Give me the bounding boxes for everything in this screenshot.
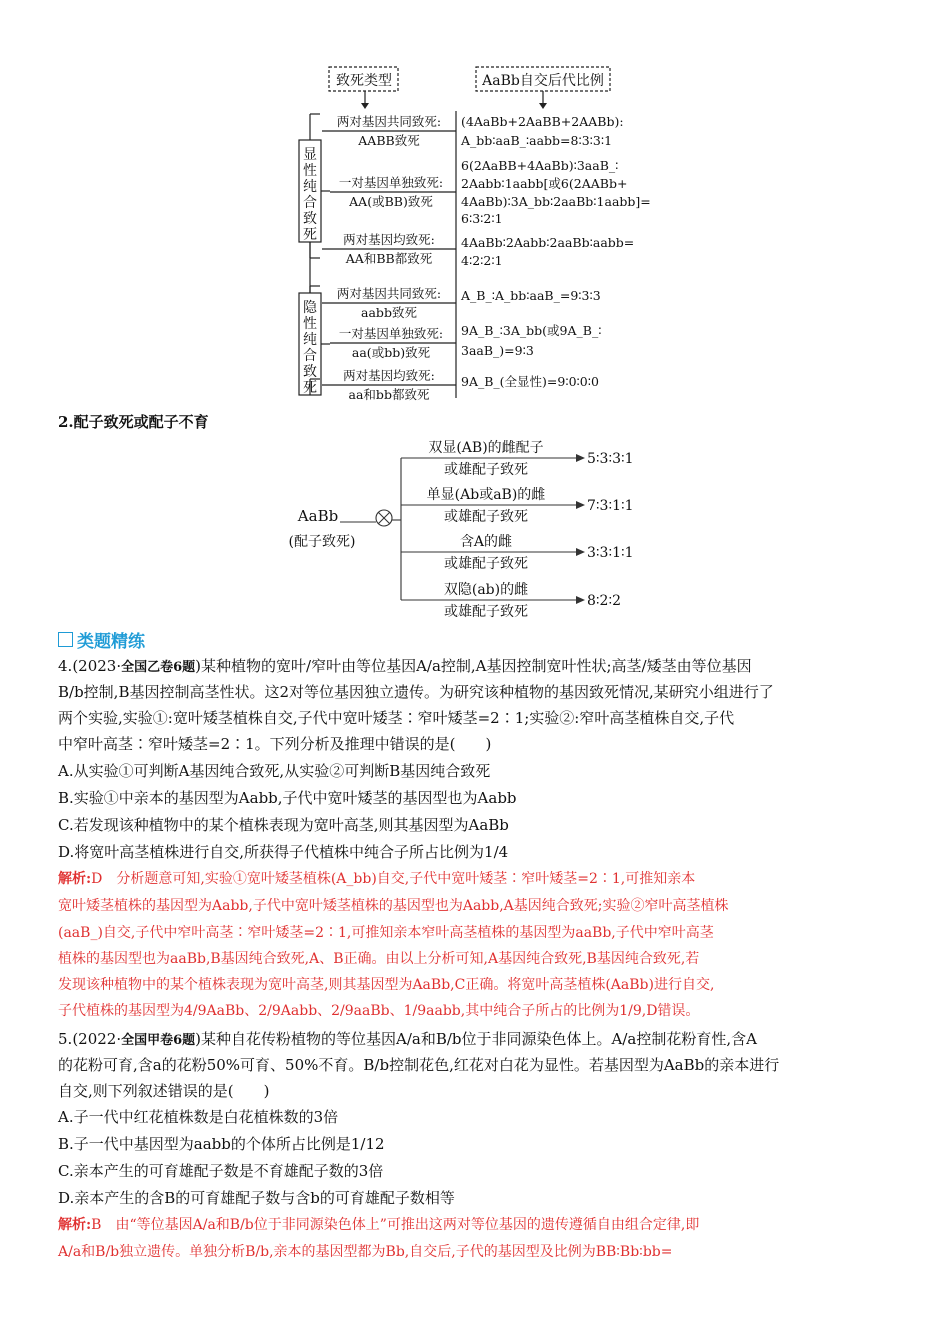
recessive-char: 隐: [303, 300, 317, 316]
row-2-ratio: 6(2AaBB+4AaBb)∶3aaB_∶: [461, 158, 619, 173]
q4-analysis-line: 宽叶矮茎植株的基因型为Aabb,子代中宽叶矮茎植株的基因型也为Aabb,A基因纯合致死;实验②窄叶高茎植株: [58, 898, 729, 914]
q4-analysis-line: 植株的基因型也为aaBb,B基因纯合致死,A、B正确。由以上分析可知,A基因纯合致死,B基因纯合致死,若: [58, 951, 700, 967]
recessive-char: 纯: [303, 332, 317, 348]
q5-stem-line: 的花粉可育,含a的花粉50%可育、50%不育。B/b控制花色,红花对白花为显性。若基因型为AaBb的亲本进行: [58, 1056, 780, 1074]
q4-number: 4.: [58, 657, 73, 675]
row-3-desc: AA和BB都致死: [345, 251, 433, 266]
q4-option-d: D.将宽叶高茎植株进行自交,所获得子代植株中纯合子所占比例为1/4: [58, 843, 509, 861]
q4-analysis-line: [58, 866, 695, 892]
q5-source: 全国甲卷6题: [121, 1033, 196, 1048]
parent-note: (配子致死): [288, 534, 356, 550]
category-title: 类题精练: [77, 632, 145, 652]
q4-analysis-line: 子代植株的基因型为4/9AaBb、2/9Aabb、2/9aaBb、1/9aabb,其中纯合子所占的比例为1/9,D错误。: [58, 1003, 700, 1019]
dominant-char: 致: [303, 211, 317, 227]
parent-genotype: AaBb: [297, 507, 339, 525]
q4-stem: 某种植物的宽叶/窄叶由等位基因A/a控制,A基因控制宽叶性状;高茎/矮茎由等位基因: [201, 657, 752, 675]
q4-option-c: C.若发现该种植物中的某个植株表现为宽叶高茎,则其基因型为AaBb: [58, 816, 509, 834]
row-4-ratio: A_B_∶A_bb∶aaB_=9∶3∶3: [461, 288, 601, 303]
q4-stem-line: B/b控制,B基因控制高茎性状。这2对等位基因独立遗传。为研究该种植物的基因致死情况,某研究小组进行了: [58, 683, 774, 701]
branch-1-label: 双显(AB)的雌配子: [428, 440, 544, 456]
branch-4-ratio: 8∶2∶2: [587, 593, 622, 609]
row-5-type: 一对基因单独致死:: [338, 326, 444, 341]
gamete-lethal-diagram: [0, 430, 950, 620]
row-1-ratio: A_bb∶aaB_∶aabb=8∶3∶3∶1: [461, 133, 613, 148]
recessive-char: 死: [303, 380, 317, 396]
q5-option-c: C.亲本产生的可育雄配子数是不育雄配子数的3倍: [58, 1162, 384, 1180]
row-2-desc: AA(或BB)致死: [349, 194, 433, 209]
row-1-type: 两对基因共同致死:: [336, 114, 442, 129]
category-heading: [58, 627, 145, 652]
q5-source-open: (2022·: [72, 1030, 122, 1048]
q5-stem: 某种自花传粉植物的等位基因A/a和B/b位于非同源染色体上。A/a控制花粉育性,含A: [201, 1030, 757, 1048]
branch-2-label: 或雄配子致死: [444, 509, 528, 525]
q4-option-b: B.实验①中亲本的基因型为Aabb,子代中宽叶矮茎的基因型也为Aabb: [58, 789, 517, 807]
row-2-ratio: 6∶3∶2∶1: [461, 211, 503, 226]
branch-3-label: 或雄配子致死: [444, 556, 528, 572]
recessive-char: 性: [303, 316, 317, 332]
q4-analysis-label: 解析:: [58, 871, 92, 887]
q5-option-b: B.子一代中基因型为aabb的个体所占比例是1/12: [58, 1135, 385, 1153]
row-6-desc: aa和bb都致死: [348, 387, 430, 402]
q5-number: 5.: [58, 1030, 73, 1048]
q4-option-a: A.从实验①可判断A基因纯合致死,从实验②可判断B基因纯合致死: [58, 762, 491, 780]
branch-4-label: 或雄配子致死: [444, 604, 528, 620]
row-4-desc: aabb致死: [361, 305, 417, 320]
branch-3-label: 含A的雌: [459, 534, 513, 550]
branch-1-ratio: 5∶3∶3∶1: [587, 451, 634, 467]
dominant-char: 纯: [303, 179, 317, 195]
branch-3-ratio: 3∶3∶1∶1: [587, 545, 634, 561]
row-5-ratio: 3aaB_)=9∶3: [461, 343, 534, 358]
header-ratio: AaBb自交后代比例: [482, 73, 604, 89]
q5-source-close: ): [195, 1030, 202, 1048]
row-2-type: 一对基因单独致死:: [338, 175, 444, 190]
dominant-char: 显: [303, 147, 317, 163]
row-3-ratio: 4∶2∶2∶1: [461, 253, 503, 268]
branch-2-label: 单显(Ab或aB)的雌: [426, 487, 546, 503]
branch-1-label: 或雄配子致死: [444, 462, 528, 478]
q4-source-open: (2023·: [72, 657, 122, 675]
recessive-char: 合: [303, 348, 317, 364]
q4-stem-line: [58, 653, 752, 681]
q5-analysis-text: B 由“等位基因A/a和B/b位于非同源染色体上”可推出这两对等位基因的遗传遵循自由组合定律,即: [91, 1217, 700, 1233]
branch-4-label: 双隐(ab)的雌: [443, 582, 529, 598]
recessive-char: 致: [303, 364, 317, 380]
q5-analysis-label: 解析:: [58, 1217, 92, 1233]
header-lethal-type: 致死类型: [336, 73, 392, 89]
row-5-ratio: 9A_B_∶3A_bb(或9A_B_∶: [461, 323, 602, 338]
q4-analysis-line: 发现该种植物中的某个植株表现为宽叶高茎,则其基因型为AaBb,C正确。将宽叶高茎植株(AaBb)进行自交,: [58, 977, 715, 993]
row-5-desc: aa(或bb)致死: [351, 345, 431, 360]
row-6-type: 两对基因均致死:: [343, 368, 435, 383]
dominant-char: 合: [303, 195, 317, 211]
row-3-type: 两对基因均致死:: [343, 232, 435, 247]
q5-option-d: D.亲本产生的含B的可育雄配子数与含b的可育雄配子数相等: [58, 1189, 455, 1207]
branch-2-ratio: 7∶3∶1∶1: [587, 498, 634, 514]
q4-source-close: ): [195, 657, 202, 675]
q5-stem-line: 自交,则下列叙述错误的是( ): [58, 1082, 270, 1100]
row-3-ratio: 4AaBb∶2Aabb∶2aaBb∶aabb=: [461, 235, 635, 250]
section-2-title: 2.配子致死或配子不育: [58, 413, 209, 431]
q4-stem-line: 中窄叶高茎∶窄叶矮茎=2∶1。下列分析及推理中错误的是( ): [58, 735, 492, 753]
row-4-type: 两对基因共同致死:: [336, 286, 442, 301]
row-2-ratio: 2Aabb∶1aabb[或6(2AABb+: [461, 176, 628, 191]
q5-analysis-line: A/a和B/b独立遗传。单独分析B/b,亲本的基因型都为Bb,自交后,子代的基因型及比例为BB∶Bb∶bb=: [58, 1244, 673, 1260]
q4-analysis-text: D 分析题意可知,实验①宽叶矮茎植株(A_bb)自交,子代中宽叶矮茎∶窄叶矮茎=2∶1,可推知亲本: [91, 871, 696, 887]
dominant-char: 死: [303, 227, 317, 243]
dominant-char: 性: [303, 163, 317, 179]
row-1-ratio: (4AaBb+2AaBB+2AABb):: [461, 114, 624, 129]
q5-stem-line: [58, 1026, 757, 1054]
q5-option-a: A.子一代中红花植株数是白花植株数的3倍: [58, 1108, 339, 1126]
lethal-type-diagram: [0, 0, 950, 410]
checkbox-square-icon: [58, 632, 73, 647]
q4-stem-line: 两个实验,实验①:宽叶矮茎植株自交,子代中宽叶矮茎∶窄叶矮茎=2∶1;实验②:窄叶高茎植株自交,子代: [58, 709, 735, 727]
row-1-desc: AABB致死: [358, 133, 420, 148]
q4-analysis-line: (aaB_)自交,子代中窄叶高茎∶窄叶矮茎=2∶1,可推知亲本窄叶高茎植株的基因型为aaBb,子代中窄叶高茎: [58, 925, 714, 941]
q5-analysis-line: [58, 1212, 699, 1238]
row-6-ratio: 9A_B_(全显性)=9∶0∶0∶0: [461, 374, 599, 389]
row-2-ratio: 4AaBb)∶3A_bb∶2aaBb∶1aabb]=: [461, 194, 651, 209]
q4-source: 全国乙卷6题: [121, 660, 196, 675]
